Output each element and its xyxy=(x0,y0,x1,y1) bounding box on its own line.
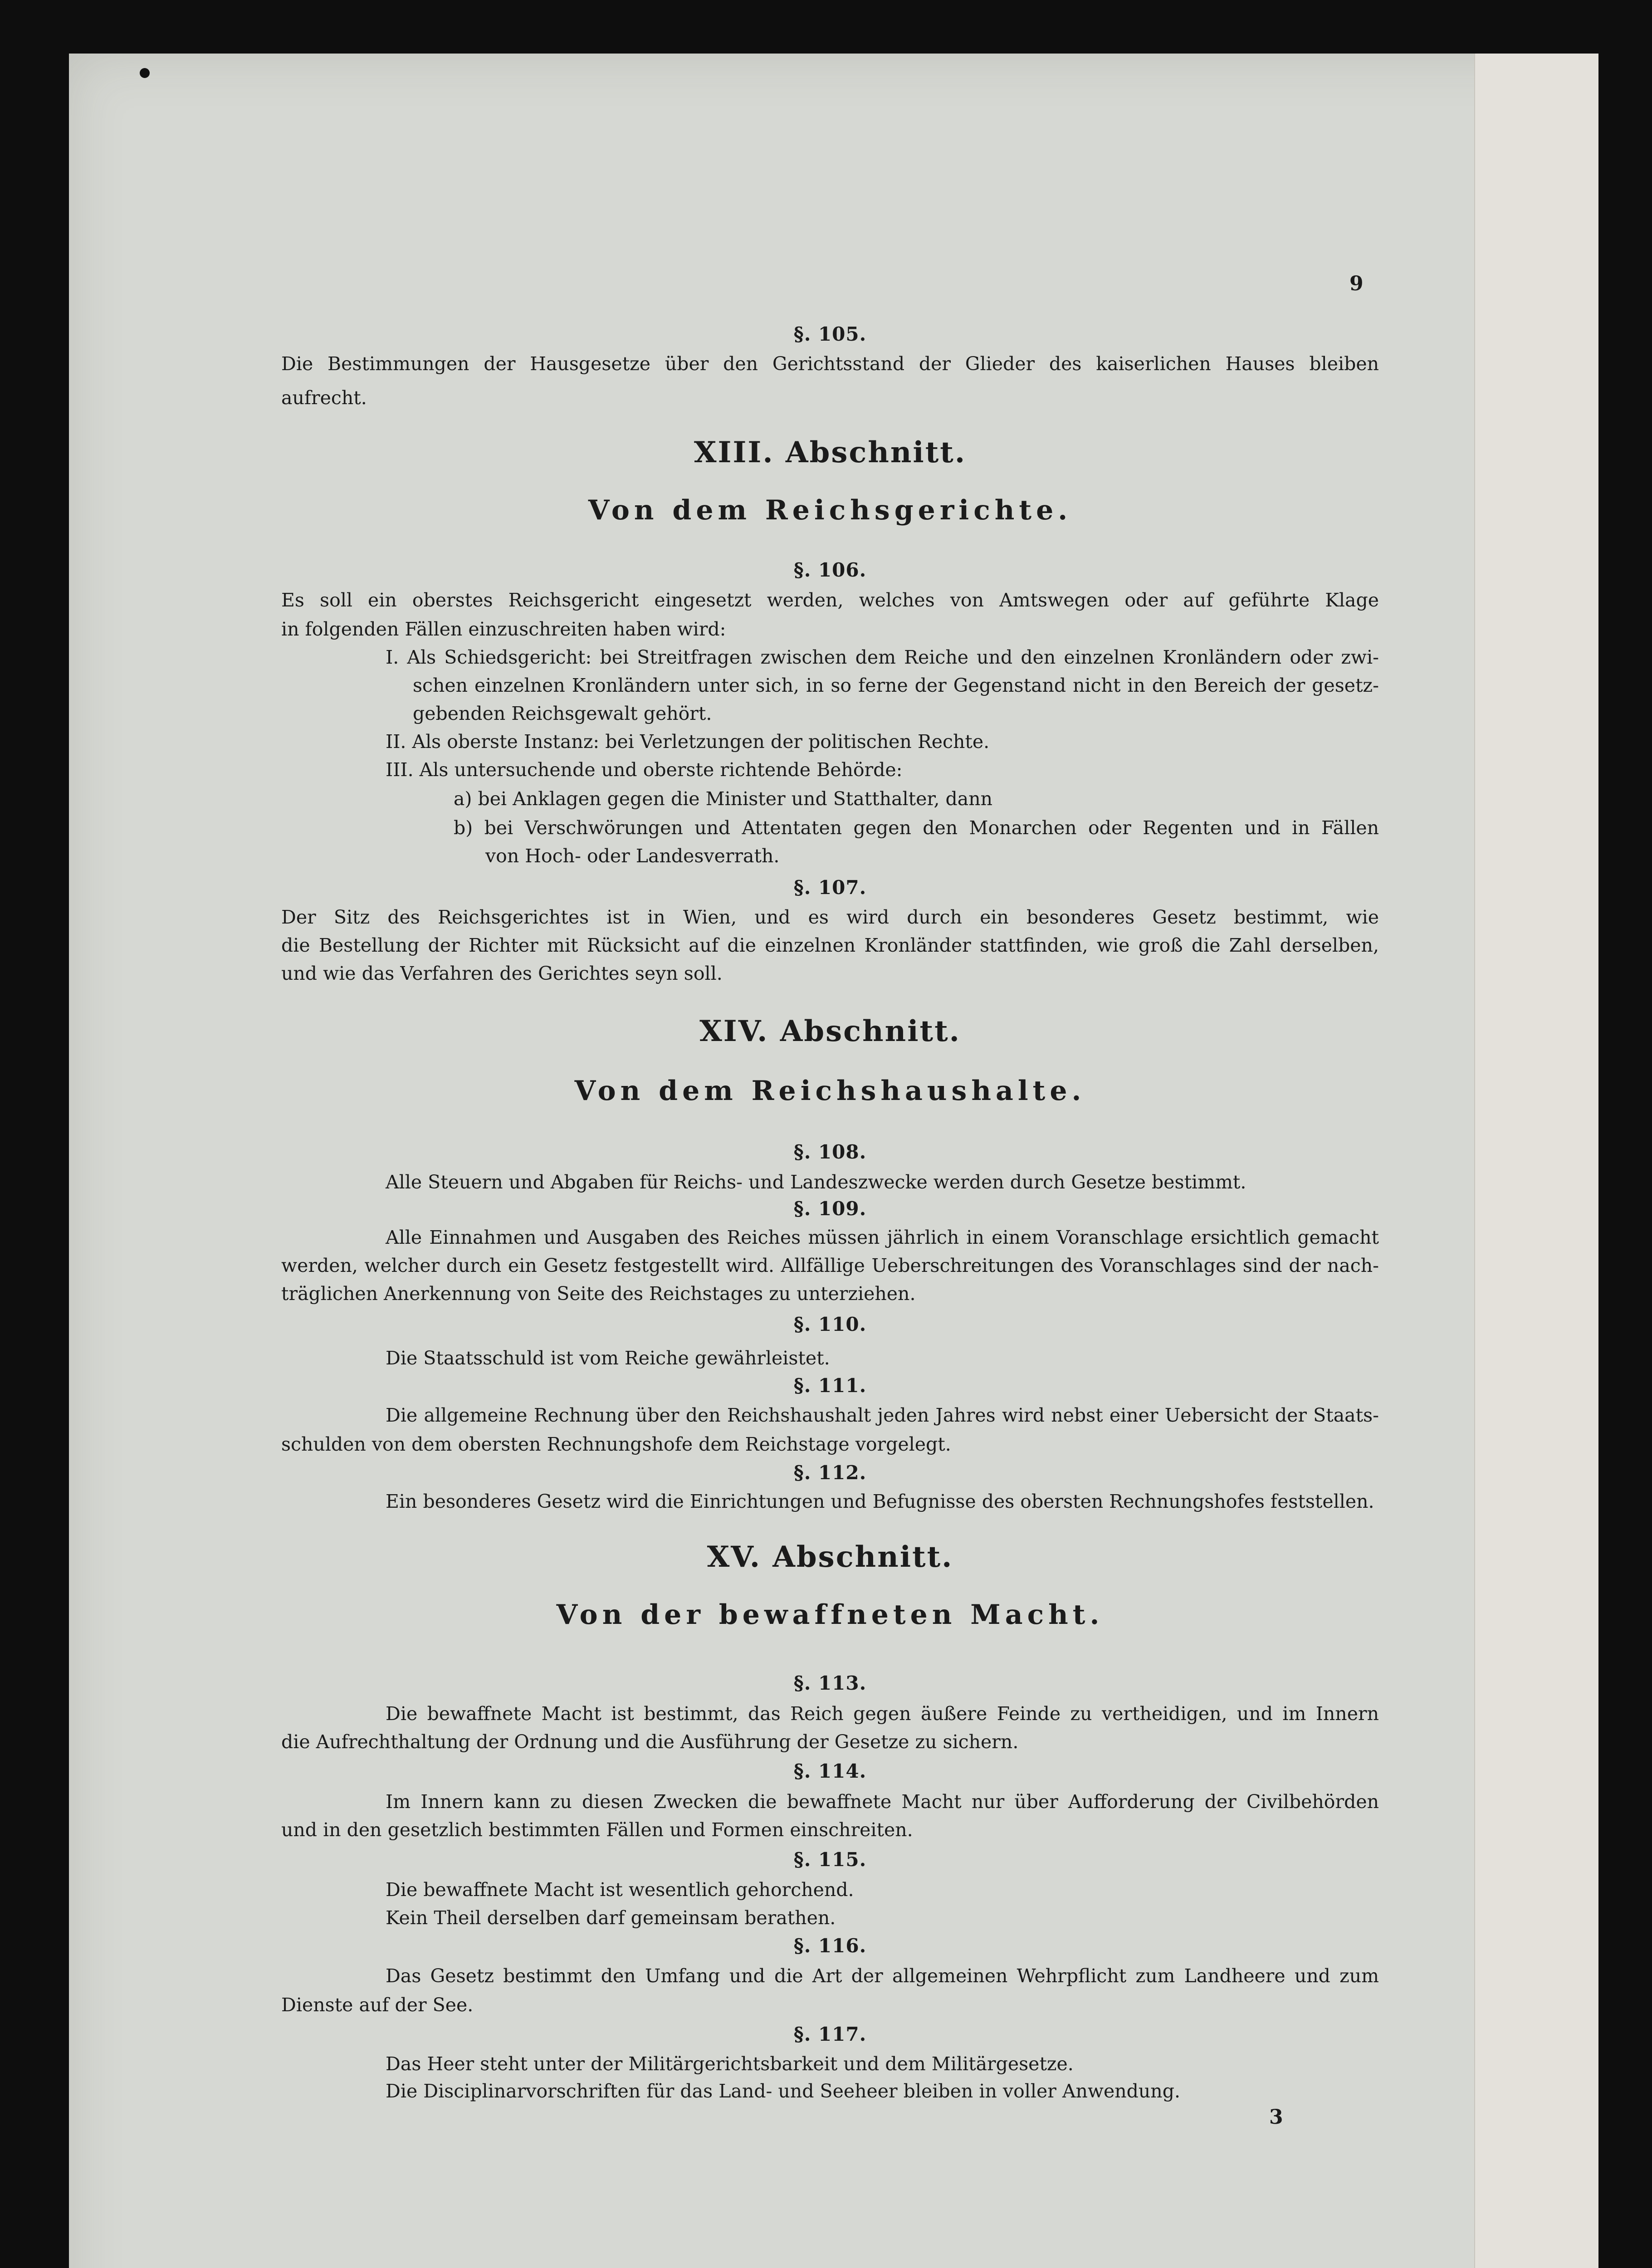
paragraph-113-line-2: die Aufrechthaltung der Ordnung und die Ausführung der Gesetze zu sichern. xyxy=(281,1731,1019,1753)
section-13-subtitle: Von dem Reichsgerichte. xyxy=(588,494,1072,526)
section-15-subtitle: Von der bewaffneten Macht. xyxy=(556,1599,1104,1631)
paragraph-107-line-2: die Bestellung der Richter mit Rücksicht auf die einzelnen Kronländer stattfinden, wie groß die Zahl derselben, xyxy=(281,934,1379,956)
paragraph-106-item-3b-line-2: von Hoch- oder Landesverrath. xyxy=(485,845,780,867)
paragraph-106-item-1-line-1: I. Als Schiedsgericht: bei Streitfragen zwischen dem Reiche und den einzelnen Kronländern oder zwi- xyxy=(386,646,1379,668)
paragraph-107-line-1: Der Sitz des Reichsgerichtes ist in Wien, und es wird durch ein besonderes Gesetz bestimmt, wie xyxy=(281,906,1379,928)
paragraph-117-line-1: Das Heer steht unter der Militärgerichtsbarkeit und dem Militärgesetze. xyxy=(386,2053,1074,2075)
paragraph-109-line-3: träglichen Anerkennung von Seite des Reichstages zu unterziehen. xyxy=(281,1283,916,1305)
paragraph-107-heading: §. 107. xyxy=(793,876,867,899)
section-14-subtitle: Von dem Reichshaushalte. xyxy=(574,1075,1086,1107)
paragraph-110-heading: §. 110. xyxy=(793,1313,867,1335)
paragraph-105-line-2: aufrecht. xyxy=(281,387,367,409)
page-number-bottom: 3 xyxy=(1269,2106,1283,2129)
paragraph-109-line-2: werden, welcher durch ein Gesetz festgestellt wird. Allfällige Ueberschreitungen des Voranschlages sind der nach- xyxy=(281,1255,1379,1276)
paragraph-106-heading: §. 106. xyxy=(793,559,867,581)
paragraph-115-heading: §. 115. xyxy=(793,1848,867,1871)
paragraph-114-line-2: und in den gesetzlich bestimmten Fällen und Formen einschreiten. xyxy=(281,1819,913,1841)
paragraph-106-line-1: Es soll ein oberstes Reichsgericht eingesetzt werden, welches von Amtswegen oder auf geführte Klage xyxy=(281,589,1379,611)
ink-dot xyxy=(140,68,150,78)
paragraph-112-heading: §. 112. xyxy=(793,1461,867,1484)
paragraph-106-item-2: II. Als oberste Instanz: bei Verletzungen der politischen Rechte. xyxy=(386,731,990,753)
paragraph-106-item-1-line-3: gebenden Reichsgewalt gehört. xyxy=(413,703,712,724)
paragraph-116-line-2: Dienste auf der See. xyxy=(281,1994,474,2016)
paragraph-110-line-1: Die Staatsschuld ist vom Reiche gewährleistet. xyxy=(386,1347,830,1369)
paragraph-116-line-1: Das Gesetz bestimmt den Umfang und die Art der allgemeinen Wehrpflicht zum Landheere und zum xyxy=(386,1965,1379,1987)
paragraph-117-line-2: Die Disciplinarvorschriften für das Land- und Seeheer bleiben in voller Anwendung. xyxy=(386,2080,1180,2102)
paragraph-116-heading: §. 116. xyxy=(793,1935,867,1957)
page-number-top: 9 xyxy=(1349,272,1364,295)
paragraph-108-heading: §. 108. xyxy=(793,1141,867,1163)
paragraph-111-line-2: schulden von dem obersten Rechnungshofe dem Reichstage vorgelegt. xyxy=(281,1433,951,1455)
paragraph-112-line-1: Ein besonderes Gesetz wird die Einrichtungen und Befugnisse des obersten Rechnungshofes feststellen. xyxy=(386,1491,1374,1512)
paragraph-106-line-2: in folgenden Fällen einzuschreiten haben wird: xyxy=(281,618,726,640)
paragraph-111-heading: §. 111. xyxy=(793,1374,867,1397)
section-13-title: XIII. Abschnitt. xyxy=(694,435,967,469)
paragraph-106-item-3a: a) bei Anklagen gegen die Minister und Statthalter, dann xyxy=(454,788,993,810)
section-14-title: XIV. Abschnitt. xyxy=(699,1014,961,1048)
paper-edge-right xyxy=(1474,54,1598,2268)
paragraph-115-line-1: Die bewaffnete Macht ist wesentlich gehorchend. xyxy=(386,1879,854,1901)
paragraph-113-line-1: Die bewaffnete Macht ist bestimmt, das Reich gegen äußere Feinde zu vertheidigen, und im Innern xyxy=(386,1703,1379,1725)
paragraph-114-line-1: Im Innern kann zu diesen Zwecken die bewaffnete Macht nur über Aufforderung der Civilbehörden xyxy=(386,1791,1379,1813)
paragraph-115-line-2: Kein Theil derselben darf gemeinsam berathen. xyxy=(386,1907,836,1929)
paragraph-105-line-1: Die Bestimmungen der Hausgesetze über den Gerichtsstand der Glieder des kaiserlichen Hauses bleiben xyxy=(281,353,1379,375)
paragraph-105-heading: §. 105. xyxy=(793,323,867,345)
paragraph-113-heading: §. 113. xyxy=(793,1672,867,1694)
paragraph-107-line-3: und wie das Verfahren des Gerichtes seyn soll. xyxy=(281,963,723,984)
paragraph-109-heading: §. 109. xyxy=(793,1198,867,1220)
paragraph-114-heading: §. 114. xyxy=(793,1760,867,1782)
paragraph-106-item-1-line-2: schen einzelnen Kronländern unter sich, in so ferne der Gegenstand nicht in den Bereich der gesetz- xyxy=(413,675,1379,696)
paragraph-106-item-3b-line-1: b) bei Verschwörungen und Attentaten gegen den Monarchen oder Regenten und in Fällen xyxy=(454,817,1379,839)
paragraph-106-item-3: III. Als untersuchende und oberste richtende Behörde: xyxy=(386,759,903,781)
document-page xyxy=(281,0,1379,2268)
section-15-title: XV. Abschnitt. xyxy=(707,1540,953,1574)
paragraph-111-line-1: Die allgemeine Rechnung über den Reichshaushalt jeden Jahres wird nebst einer Uebersicht der Staats- xyxy=(386,1404,1379,1426)
paragraph-109-line-1: Alle Einnahmen und Ausgaben des Reiches müssen jährlich in einem Voranschlage ersichtlich gemacht xyxy=(386,1227,1379,1248)
paragraph-117-heading: §. 117. xyxy=(793,2023,867,2045)
paragraph-108-line-1: Alle Steuern und Abgaben für Reichs- und Landeszwecke werden durch Gesetze bestimmt. xyxy=(386,1171,1246,1193)
